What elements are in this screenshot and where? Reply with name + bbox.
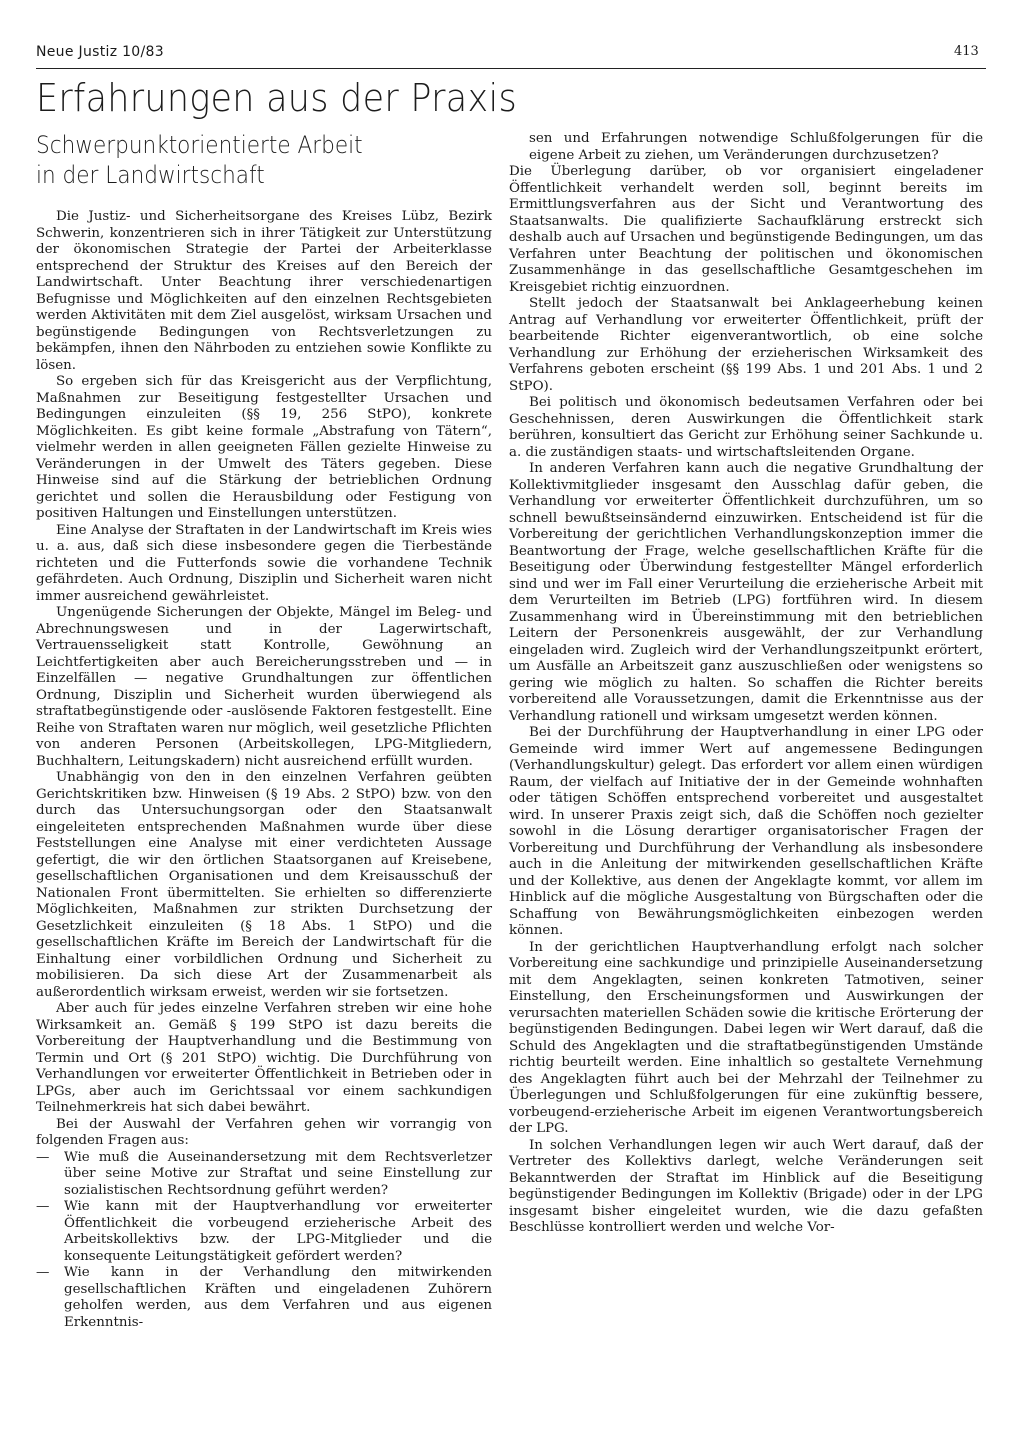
continuation-paragraph: sen und Erfahrungen notwendige Schlußfolgerungen für die eigene Arbeit zu ziehen, um Veränderungen durchzusetzen?: [529, 131, 983, 163]
question-list: [36, 1150, 492, 1332]
paragraph: Die Überlegung darüber, ob vor organisiert eingeladener Öffentlichkeit verhandelt werden soll, beginnt bereits im Ermittlungsverfahren aus der Sicht und Verantwortung des Staatsanwalts. Die qualifizierte Sachaufklärung erstreckt sich deshalb auch auf Ursachen und begünstigende Bedingungen, um das Verfahren unter Beachtung der politischen und ökonomischen Zusammenhänge in das gesellschaftliche Gesamtgeschehen im Kreisgebiet richtig einzuordnen.: [509, 164, 983, 295]
paragraph: In anderen Verfahren kann auch die negative Grundhaltung der Kollektivmitglieder insgesamt den Ausschlag dafür geben, die Verhandlung vor erweiterter Öffentlichkeit durchzuführen, um so schnell bewußtseinsändernd einzuwirken. Entscheidend ist für die Vorbereitung der gerichtlichen Verhandlungskonzeption immer die Beantwortung der Frage, welche gesellschaftlichen Kräfte für die Beseitigung oder Überwindung festgestellter Mängel erforderlich sind und wer im Fall einer Verurteilung die erzieherische Arbeit mit dem Verurteilten im Betrieb (LPG) fortführen wird. In diesem Zusammenhang wird in Übereinstimmung mit den betrieblichen Leitern der Personenkreis ausgewählt, der zur Verhandlung eingeladen wird. Zugleich wird der Verhandlungszeitpunkt erörtert, um Ausfälle an Arbeitszeit ganz auszuschließen oder wenigstens so gering wie möglich zu halten. So schaffen die Richter bereits vorbereitend alle Voraussetzungen, damit die Erkenntnisse aus der Verhandlung rationell und wirksam umgesetzt werden können.: [509, 461, 983, 724]
article-title-line-1: Schwerpunktorientierte Arbeit: [36, 131, 363, 159]
dash-marker: —: [36, 1265, 50, 1280]
paragraph: Eine Analyse der Straftaten in der Landwirtschaft im Kreis wies u. a. aus, daß sich diese insbesondere gegen die Tierbestände richteten und die Futterfonds sowie die vorhandene Technik gefährdeten. Auch Ordnung, Disziplin und Sicherheit waren nicht immer ausreichend gewährleistet.: [36, 522, 492, 604]
paragraph: Die Justiz- und Sicherheitsorgane des Kreises Lübz, Bezirk Schwerin, konzentrieren sich in ihrer Tätigkeit zur Unterstützung der ökonomischen Strategie der Partei der Arbeiterklasse entsprechend der Struktur des Kreises auf den Bereich der Landwirtschaft. Unter Beachtung ihrer verschiedenartigen Befugnisse und Möglichkeiten auf den einzelnen Rechtsgebieten werden Aktivitäten mit dem Ziel ausgelöst, wirksam Ursachen und begünstigende Bedingungen von Rechtsverletzungen zu bekämpfen, ihnen den Nährboden zu entziehen sowie Konflikte zu lösen.: [36, 209, 492, 373]
article-title: [36, 130, 363, 190]
dash-marker: —: [36, 1149, 50, 1165]
page-number: 413: [954, 44, 979, 59]
left-column: [36, 209, 492, 1331]
right-column: [509, 131, 983, 1237]
paragraph: Bei der Auswahl der Verfahren gehen wir vorrangig von folgenden Fragen aus:: [36, 1116, 492, 1148]
journal-header: Neue Justiz 10/83: [36, 44, 164, 60]
paragraph: Bei politisch und ökonomisch bedeutsamen Verfahren oder bei Geschehnissen, deren Auswirkungen die Öffentlichkeit stark berühren, konsultiert das Gericht zur Erhöhung seiner Sachkunde u. a. die zuständigen staats- und wirtschaftsleitenden Organe.: [509, 395, 983, 460]
list-item-text: Wie kann in der Verhandlung den mitwirkenden gesellschaftlichen Kräften und eingeladenen Zuhörern geholfen werden, aus dem Verfahren und aus eigenen Erkenntnis-: [64, 1265, 492, 1330]
list-item: [36, 1199, 492, 1265]
paragraph: Stellt jedoch der Staatsanwalt bei Anklageerhebung keinen Antrag auf Verhandlung vor erweiterter Öffentlichkeit, prüft der bearbeitende Richter eigenverantwortlich, ob eine solche Verhandlung zur Erhöhung der erzieherischen Wirksamkeit des Verfahrens geboten erscheint (§§ 199 Abs. 1 und 201 Abs. 1 und 2 StPO).: [509, 296, 983, 394]
paragraph: Aber auch für jedes einzelne Verfahren streben wir eine hohe Wirksamkeit an. Gemäß § 199 StPO ist dazu bereits die Vorbereitung der Hauptverhandlung und die Bestimmung von Termin und Ort (§ 201 StPO) wichtig. Die Durchführung von Verhandlungen vor erweiterter Öffentlichkeit in Betrieben oder in LPGs, aber auch im Gerichtssaal vor einem sachkundigen Teilnehmerkreis hat sich dabei bewährt.: [36, 1001, 492, 1115]
paragraph: So ergeben sich für das Kreisgericht aus der Verpflichtung, Maßnahmen zur Beseitigung festgestellter Ursachen und Bedingungen einzuleiten (§§ 19, 256 StPO), konkrete Möglichkeiten. Es gibt keine formale „Abstrafung von Tätern“, vielmehr werden in allen geeigneten Fällen gezielte Hinweise zu Veränderungen in der Umwelt des Täters gegeben. Diese Hinweise sind auf die Stärkung der betrieblichen Ordnung gerichtet und sollen die Herausbildung oder Festigung von positiven Haltungen und Einstellungen unterstützen.: [36, 374, 492, 521]
list-item: [36, 1265, 492, 1331]
list-item-text: Wie kann mit der Hauptverhandlung vor erweiterter Öffentlichkeit die vorbeugend erzieherische Arbeit des Arbeitskollektivs bzw. der LPG-Mitglieder und die konsequente Leitungstätigkeit gefördert werden?: [64, 1199, 492, 1264]
header-rule: [36, 68, 986, 69]
paragraph: In solchen Verhandlungen legen wir auch Wert darauf, daß der Vertreter des Kollektivs darlegt, welche Veränderungen seit Bekanntwerden der Straftat im Hinblick auf die Beseitigung begünstigender Bedingungen im Kollektiv (Brigade) oder in der LPG insgesamt bisher eingeleitet wurden, wie die dazu gefaßten Beschlüsse kontrolliert werden und welche Vor-: [509, 1137, 983, 1235]
list-item-text: Wie muß die Auseinandersetzung mit dem Rechtsverletzer über seine Motive zur Straftat und seine Einstellung zur sozialistischen Rechtsordnung geführt werden?: [64, 1149, 492, 1198]
paragraph: Unabhängig von den in den einzelnen Verfahren geübten Gerichtskritiken bzw. Hinweisen (§ 19 Abs. 2 StPO) bzw. von den durch das Untersuchungsorgan oder den Staatsanwalt eingeleiteten entsprechenden Maßnahmen wurde über diese Feststellungen eine Analyse mit einer verdichteten Aussage gefertigt, die wir den örtlichen Staatsorganen auf Kreisebene, gesellschaftlichen Organisationen und dem Kreisausschuß der Nationalen Front übermittelten. Sie erhielten so differenzierte Möglichkeiten, Maßnahmen zur strikten Durchsetzung der Gesetzlichkeit einzuleiten (§ 18 Abs. 1 StPO) und die gesellschaftlichen Kräfte im Bereich der Landwirtschaft für die Einhaltung einer vorbildlichen Ordnung und Sicherheit zu mobilisieren. Da sich diese Art der Zusammenarbeit als außerordentlich wirksam erweist, werden wir sie fortsetzen.: [36, 770, 492, 1000]
paragraph: Bei der Durchführung der Hauptverhandlung in einer LPG oder Gemeinde wird immer Wert auf angemessene Bedingungen (Verhandlungskultur) gelegt. Das erfordert vor allem einen würdigen Raum, der vielfach auf Initiative der in der Gemeinde wohnhaften oder tätigen Schöffen entsprechend vorbereitet und ausgestaltet wird. In unserer Praxis zeigt sich, daß die Schöffen noch gezielter sowohl in die Lösung derartiger organisatorischer Fragen der Vorbereitung und Durchführung der Verhandlung als insbesondere auch in die Anleitung der mitwirkenden gesellschaftlichen Kräfte und der Kollektive, aus denen der Angeklagte kommt, vor allem im Hinblick auf die mögliche Ausgestaltung von Bürgschaften oder die Schaffung von Bewährungsmöglichkeiten einbezogen werden können.: [509, 725, 983, 938]
dash-marker: —: [36, 1199, 50, 1214]
paragraph: Ungenügende Sicherungen der Objekte, Mängel im Beleg- und Abrechnungswesen und in der Lagerwirtschaft, Vertrauensseligkeit statt Kontrolle, Gewöhnung an Leichtfertigkeiten aber auch Bereicherungsstreben und — in Einzelfällen — negative Grundhaltungen zur öffentlichen Ordnung, Disziplin und Sicherheit wurden überwiegend als straftatbegünstigende oder -auslösende Faktoren festgestellt. Eine Reihe von Straftaten waren nur möglich, weil gesetzliche Pflichten von anderen Personen (Arbeitskollegen, LPG-Mitgliedern, Buchhaltern, Leitungskadern) nicht ausreichend erfüllt wurden.: [36, 605, 492, 769]
paragraph: In der gerichtlichen Hauptverhandlung erfolgt nach solcher Vorbereitung eine sachkundige und prinzipielle Auseinandersetzung mit dem Angeklagten, seinen konkreten Tatmotiven, seiner Einstellung, den Erscheinungsformen und Auswirkungen der verursachten materiellen Schäden sowie die kritische Erörterung der begünstigenden Bedingungen. Dabei legen wir Wert darauf, daß die Schuld des Angeklagten und die straftatbegünstigenden Umstände richtig beurteilt werden. Eine inhaltlich so gestaltete Vernehmung des Angeklagten führt auch bei der Mehrzahl der Teilnehmer zu Überlegungen und Schlußfolgerungen für eine zukünftig bessere, vorbeugend-erzieherische Arbeit im eigenen Verantwortungsbereich der LPG.: [509, 939, 983, 1136]
list-item: [36, 1150, 492, 1200]
section-title: Erfahrungen aus der Praxis: [36, 76, 517, 120]
article-title-line-2: in der Landwirtschaft: [36, 161, 265, 189]
